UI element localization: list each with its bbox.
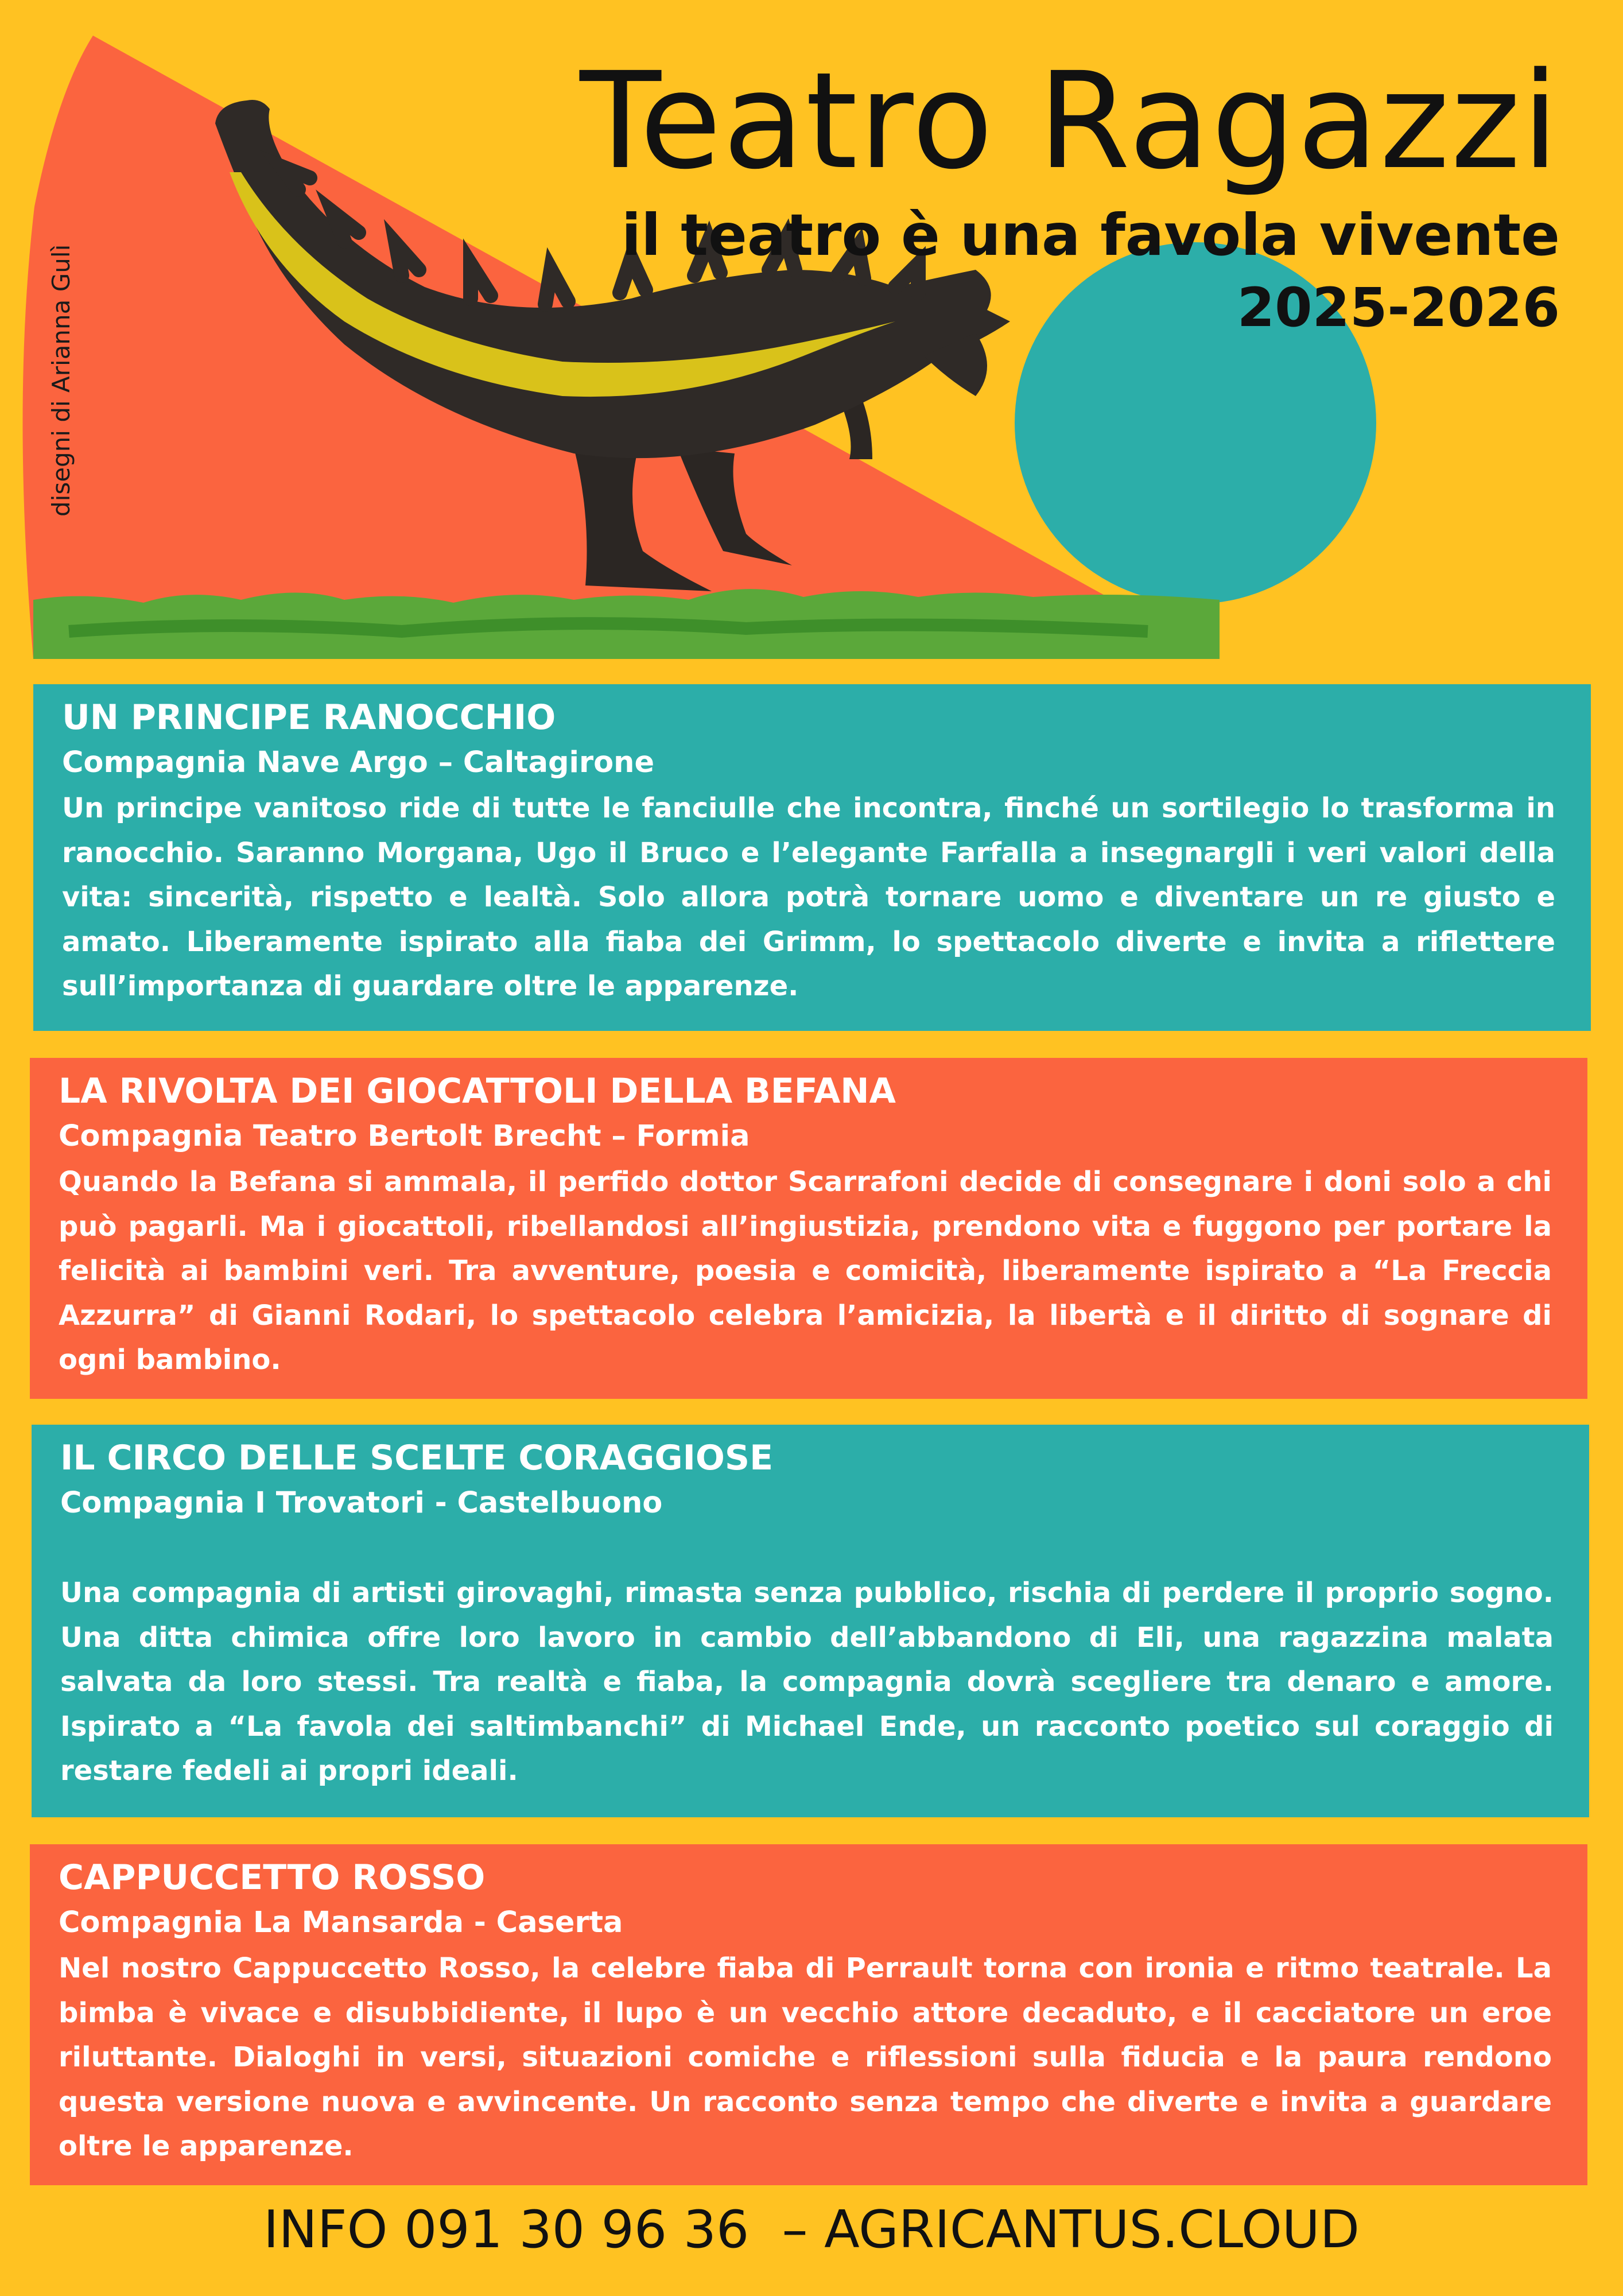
show-description: Una compagnia di artisti girovaghi, rimasta senza pubblico, rischia di perdere il proprio sogno. Una ditta chimica offre loro lavoro in cambio dell’abbandono di Eli, una ragazzina malata salvata da loro stessi. Tra realtà e fiaba, la compagnia dovrà scegliere tra denaro e amore. Ispirato a “La favola dei saltimbanchi” di Michael Ende, un racconto poetico sul coraggio di restare fedeli ai propri ideali. <box>60 1577 1554 1787</box>
page-subtitle: il teatro è una favola vivente <box>621 201 1560 269</box>
footer-info: INFO 091 30 96 36 – AGRICANTUS.CLOUD <box>263 2200 1360 2260</box>
show-card-principe-ranocchio <box>33 684 1591 1031</box>
show-description: Quando la Befana si ammala, il perfido dottor Scarrafoni decide di consegnare i doni solo a chi può pagarli. Ma i giocattoli, ribellandosi all’ingiustizia, prendono vita e fuggono per portare la felicità ai bambini veri. Tra avventure, poesia e comicità, liberamente ispirato a “La Freccia Azzurra” di Gianni Rodari, lo spettacolo celebra l’amicizia, la libertà e il diritto di sognare di ogni bambino. <box>59 1166 1552 1376</box>
show-company: Compagnia Teatro Bertolt Brecht – Formia <box>59 1119 750 1153</box>
show-title: UN PRINCIPE RANOCCHIO <box>62 697 556 738</box>
page-title: Teatro Ragazzi <box>580 44 1560 199</box>
show-title: IL CIRCO DELLE SCELTE CORAGGIOSE <box>60 1438 774 1478</box>
show-company: Compagnia Nave Argo – Caltagirone <box>62 746 655 779</box>
show-card-rivolta-giocattoli <box>30 1058 1587 1399</box>
show-company: Compagnia I Trovatori - Castelbuono <box>60 1486 663 1520</box>
show-card-cappuccetto-rosso <box>30 1844 1587 2185</box>
show-company: Compagnia La Mansarda - Caserta <box>59 1906 623 1940</box>
illustrator-credit: disegni di Arianna Gulì <box>47 244 75 517</box>
show-description: Un principe vanitoso ride di tutte le fanciulle che incontra, finché un sortilegio lo trasforma in ranocchio. Saranno Morgana, Ugo il Bruco e l’elegante Farfalla a insegnargli i veri valori della vita: sincerità, rispetto e lealtà. Solo allora potrà tornare uomo e diventare un re giusto e amato. Liberamente ispirato alla fiaba dei Grimm, lo spettacolo diverte e invita a riflettere sull’importanza di guardare oltre le apparenze. <box>62 792 1555 1002</box>
show-title: LA RIVOLTA DEI GIOCATTOLI DELLA BEFANA <box>59 1071 896 1111</box>
season-label: 2025-2026 <box>1237 277 1560 339</box>
show-card-circo-scelte-coraggiose <box>32 1425 1589 1817</box>
show-description: Nel nostro Cappuccetto Rosso, la celebre fiaba di Perrault torna con ironia e ritmo teatrale. La bimba è vivace e disubbidiente, il lupo è un vecchio attore decaduto, e il cacciatore un eroe riluttante. Dialoghi in versi, situazioni comiche e riflessioni sulla fiducia e la paura rendono questa versione nuova e avvincente. Un racconto senza tempo che diverte e invita a guardare oltre le apparenze. <box>59 1952 1552 2162</box>
show-title: CAPPUCCETTO ROSSO <box>59 1857 486 1898</box>
